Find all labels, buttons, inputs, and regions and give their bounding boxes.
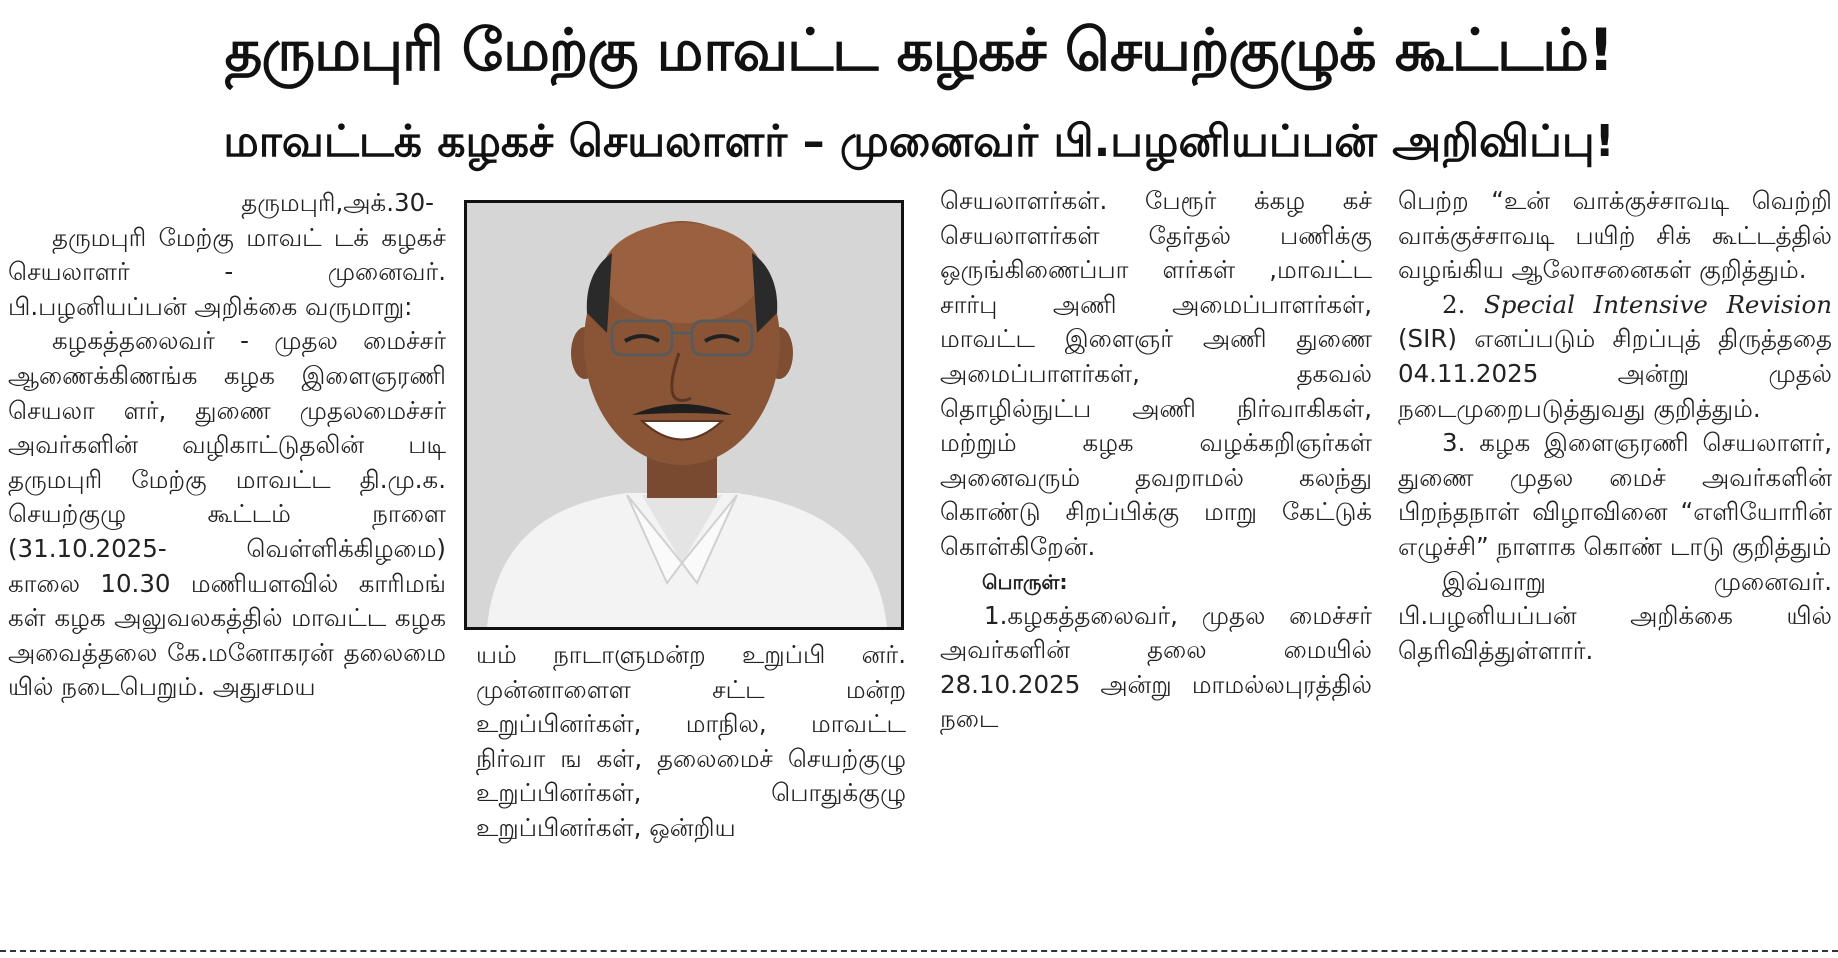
closing-paragraph: இவ்வாறு முனைவர். பி.பழனியப்பன் அறிக்கை யில் தெரிவித்துள்ளார். <box>1398 566 1832 665</box>
agenda-item-2-english: Special Intensive Revision <box>1483 289 1832 319</box>
agenda-item-2 <box>1398 288 1832 426</box>
portrait-illustration <box>467 203 901 627</box>
article-column-3 <box>940 184 1372 948</box>
dateline: தருமபுரி,அக்.30- <box>241 188 434 217</box>
portrait-photo <box>464 200 904 630</box>
headline: தருமபுரி மேற்கு மாவட்ட கழகச் செயற்குழுக் கூட்டம்! <box>224 16 1614 84</box>
paragraph-continuation: யம் நாடாளுமன்ற உறுப்பி னர். முன்னாளைள சட்ட மன்ற உறுப்பினர்கள், மாநில, மாவட்ட நிர்வா ங கள், தலைமைச் செயற்குழு உறுப்பினர்கள், பொதுக்குழு உறுப்பினர்கள், ஒன்றிய <box>476 640 906 842</box>
agenda-item-3: 3. கழக இளைஞரணி செயலாளர், துணை முதல மைச் அவர்களின் பிறந்தநாள் விழாவினை “எளியோரின் எழுச்சி” நாளாக கொண் டாடு குறித்தும் <box>1398 428 1832 561</box>
agenda-item-2-text: (SIR) எனப்படும் சிறப்புத் திருத்ததை 04.11.2025 அன்று முதல் நடைமுறைபடுத்துவது குறித்தும். <box>1398 324 1832 423</box>
agenda-item-2-number: 2. <box>1442 289 1466 319</box>
agenda-item-1: 1.கழகத்தலைவர், முதல மைச்சர் அவர்களின் தலை மையில் 28.10.2025 அன்று மாமல்லபுரத்தில் நடை <box>940 600 1372 734</box>
paragraph-body: கழகத்தலைவர் - முதல மைச்சர் ஆணைக்கிணங்க கழக இளைஞரணி செயலா ளர், துணை முதலமைச்சர் அவர்களின் வழிகாட்டுதலின் படி தருமபுரி மேற்கு மாவட்ட தி.மு.க. செயற்குழு கூட்டம் நாளை (31.10.2025- வெள்ளிக்கிழமை) காலை 10.30 மணியளவில் காரிமங் கள் கழக அலுவலகத்தில் மாவட்ட கழக அவைத்தலை கே.மனோகரன் தலைமை யில் நடைபெறும். அதுசமய <box>8 326 446 702</box>
article-column-2 <box>476 638 906 948</box>
article-column-1 <box>8 186 446 946</box>
subheadline: மாவட்டக் கழகச் செயலாளர் – முனைவர் பி.பழனியப்பன் அறிவிப்பு! <box>223 116 1615 167</box>
paragraph-intro: தருமபுரி மேற்கு மாவட் டக் கழகச் செயலாளர் - முனைவர். பி.பழனியப்பன் அறிக்கை வருமாறு: <box>8 222 446 321</box>
bottom-dashed-rule <box>0 950 1838 952</box>
agenda-heading: பொருள்: <box>982 569 1068 594</box>
agenda-item-1-continued: பெற்ற “உன் வாக்குச்சாவடி வெற்றி வாக்குச்சாவடி பயிற் சிக் கூட்டத்தில் வழங்கிய ஆலோசனைகள் குறித்தும். <box>1398 186 1832 285</box>
paragraph-invitees: செயலாளர்கள். பேரூர் க்கழ கச் செயலாளர்கள் தேர்தல் பணிக்கு ஒருங்கிணைப்பா ளர்கள் ,மாவட்ட சார்பு அணி அமைப்பாளர்கள், மாவட்ட இளைஞர் அணி துணை அமைப்பாளர்கள், தகவல் தொழில்நுட்ப அணி நிர்வாகிகள், மற்றும் கழக வழக்கறிஞர்கள் அனைவரும் தவறாமல் கலந்து கொண்டு சிறப்பிக்கு மாறு கேட்டுக் கொள்கிறேன். <box>940 186 1372 561</box>
article-column-4 <box>1398 184 1832 948</box>
